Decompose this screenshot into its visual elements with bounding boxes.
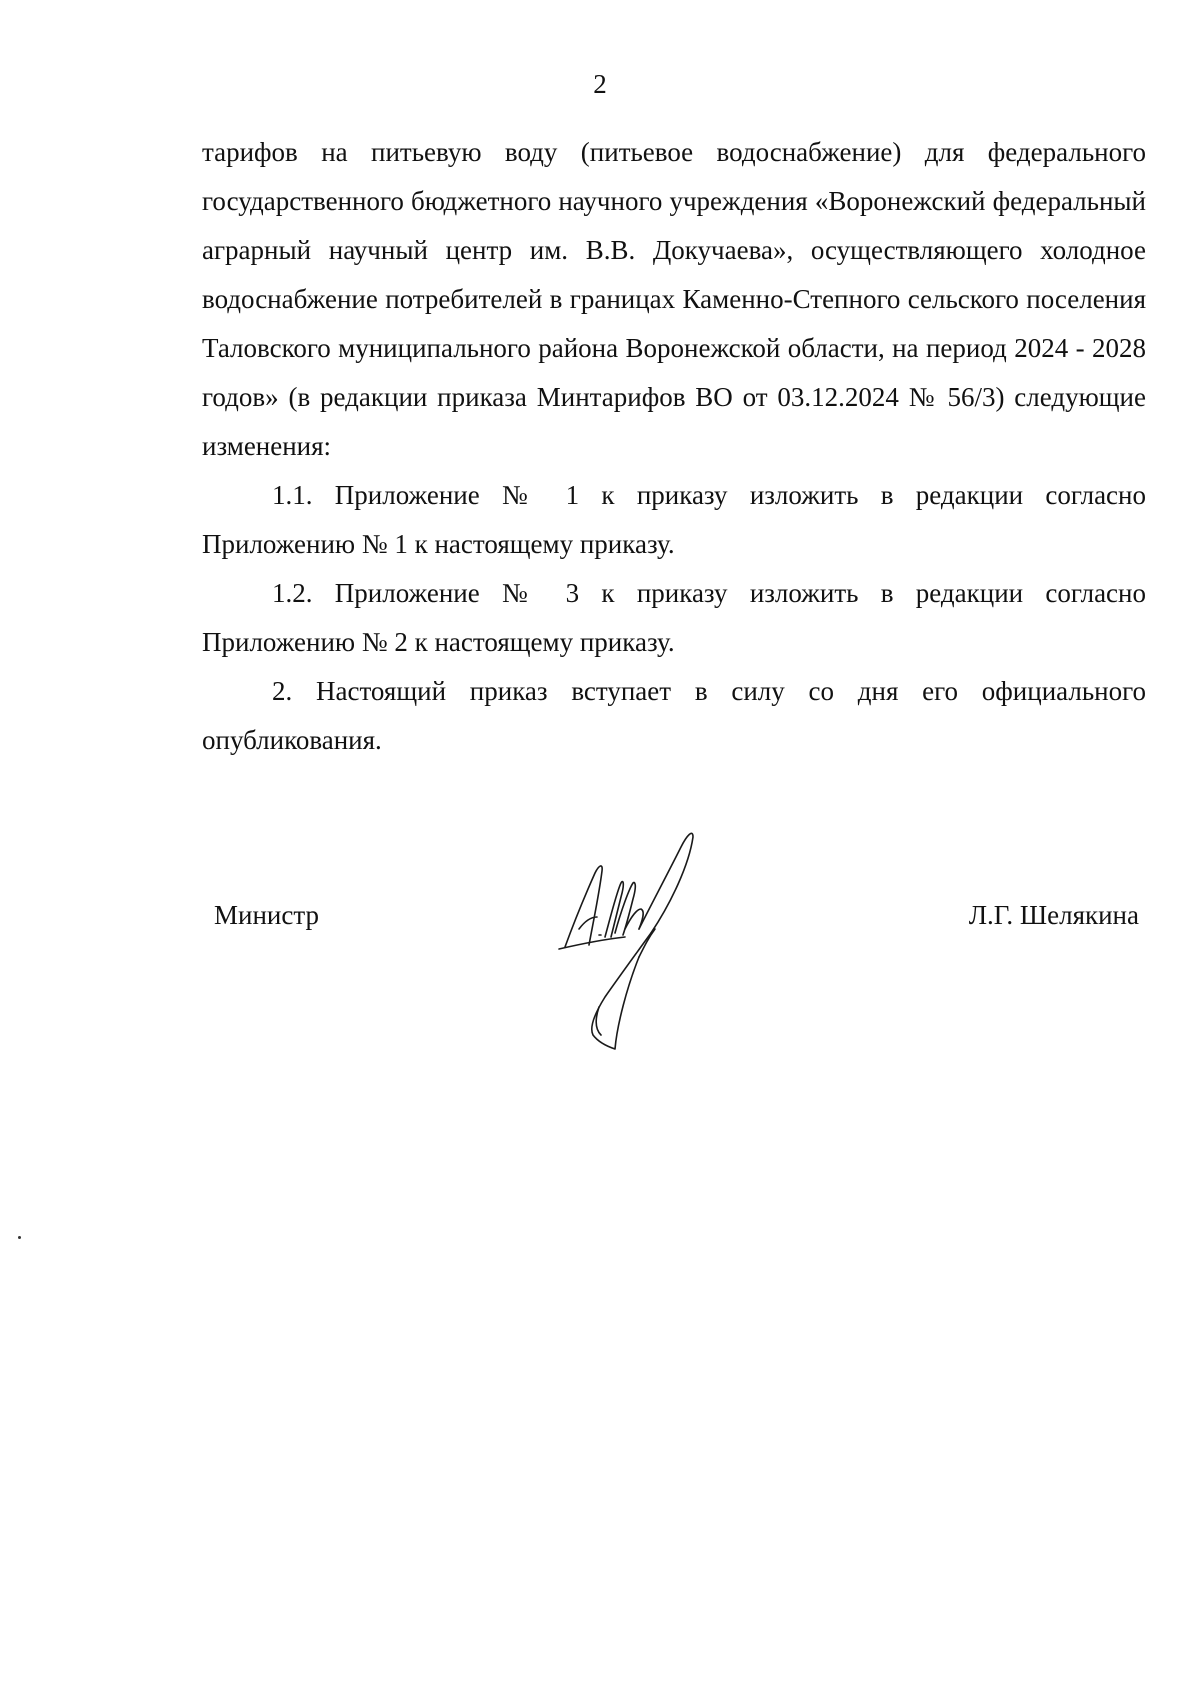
signatory-title: Министр (214, 900, 319, 930)
paragraph-item-1-1: 1.1. Приложение № 1 к приказу изложить в редакции согласно Приложению № 1 к настоящему приказу. (202, 480, 1146, 559)
paragraph-item-1-2: 1.2. Приложение № 3 к приказу изложить в редакции согласно Приложению № 2 к настоящему приказу. (202, 578, 1146, 657)
scan-speck (18, 1236, 21, 1239)
document-body (202, 128, 1146, 765)
handwritten-signature (555, 825, 735, 1055)
paragraph-item-2: 2. Настоящий приказ вступает в силу со дня его официального опубликования. (202, 676, 1146, 755)
page-number: 2 (593, 69, 607, 99)
paragraph-continuation: тарифов на питьевую воду (питьевое водоснабжение) для федерального государственного бюджетного научного учреждения «Воронежский федеральный аграрный научный центр им. В.В. Докучаева», осуществляющего холодное водоснабжение потребителей в границах Каменно-Степного сельского поселения Таловского муниципального района Воронежской области, на период 2024 - 2028 годов» (в редакции приказа Минтарифов ВО от 03.12.2024 № 56/3) следующие изменения: (202, 137, 1146, 461)
signatory-name: Л.Г. Шелякина (968, 900, 1139, 930)
